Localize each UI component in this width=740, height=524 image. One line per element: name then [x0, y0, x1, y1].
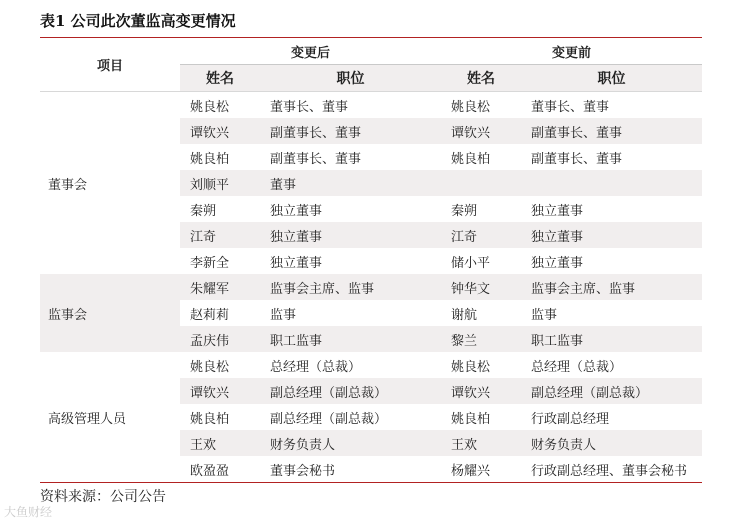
cell-after-name: 刘顺平	[180, 170, 260, 196]
cell-before-name: 黎兰	[441, 326, 521, 352]
header-before: 变更前	[441, 38, 702, 65]
executive-change-table	[40, 37, 702, 483]
cell-after-pos: 副董事长、董事	[260, 118, 441, 144]
cell-after-pos: 财务负责人	[260, 430, 441, 456]
cell-before-name: 姚良柏	[441, 144, 521, 170]
cell-before-name: 储小平	[441, 248, 521, 274]
table-body	[40, 92, 702, 483]
cell-after-name: 谭钦兴	[180, 378, 260, 404]
cell-before-name: 杨耀兴	[441, 456, 521, 483]
header-before-name: 姓名	[441, 65, 521, 92]
cell-after-pos: 董事会秘书	[260, 456, 441, 483]
cell-after-name: 谭钦兴	[180, 118, 260, 144]
cell-before-pos: 副董事长、董事	[521, 144, 702, 170]
cell-before-name: 江奇	[441, 222, 521, 248]
cell-before-pos: 副董事长、董事	[521, 118, 702, 144]
cell-after-pos: 独立董事	[260, 222, 441, 248]
cell-before-pos: 副总经理（副总裁）	[521, 378, 702, 404]
cell-after-pos: 副总经理（副总裁）	[260, 378, 441, 404]
cell-before-name: 谢航	[441, 300, 521, 326]
cell-after-name: 姚良柏	[180, 404, 260, 430]
cell-before-name: 姚良松	[441, 92, 521, 119]
group-label: 高级管理人员	[40, 352, 180, 483]
cell-after-name: 孟庆伟	[180, 326, 260, 352]
cell-before-name: 王欢	[441, 430, 521, 456]
source-note: 资料来源：公司公告	[40, 489, 166, 505]
cell-after-pos: 副总经理（副总裁）	[260, 404, 441, 430]
cell-before-pos: 独立董事	[521, 222, 702, 248]
cell-after-name: 朱耀军	[180, 274, 260, 300]
cell-after-pos: 副董事长、董事	[260, 144, 441, 170]
cell-after-name: 李新全	[180, 248, 260, 274]
cell-before-pos: 独立董事	[521, 196, 702, 222]
cell-after-name: 姚良柏	[180, 144, 260, 170]
cell-before-pos: 独立董事	[521, 248, 702, 274]
cell-after-name: 姚良松	[180, 352, 260, 378]
cell-after-pos: 监事会主席、监事	[260, 274, 441, 300]
cell-after-name: 王欢	[180, 430, 260, 456]
cell-before-name: 姚良松	[441, 352, 521, 378]
cell-before-pos: 行政副总经理、董事会秘书	[521, 456, 702, 483]
cell-before-name: 秦朔	[441, 196, 521, 222]
cell-after-name: 秦朔	[180, 196, 260, 222]
table-row	[40, 352, 702, 378]
header-project: 项目	[40, 38, 180, 92]
cell-after-pos: 总经理（总裁）	[260, 352, 441, 378]
table-row	[40, 92, 702, 119]
cell-before-pos: 监事会主席、监事	[521, 274, 702, 300]
table-row	[40, 274, 702, 300]
cell-after-name: 赵莉莉	[180, 300, 260, 326]
header-after-position: 职位	[260, 65, 441, 92]
cell-before-pos: 监事	[521, 300, 702, 326]
cell-before-name	[441, 170, 521, 196]
cell-after-name: 姚良松	[180, 92, 260, 119]
cell-before-name: 钟华文	[441, 274, 521, 300]
cell-after-pos: 董事长、董事	[260, 92, 441, 119]
cell-before-pos: 职工监事	[521, 326, 702, 352]
cell-before-name: 谭钦兴	[441, 118, 521, 144]
cell-before-pos	[521, 170, 702, 196]
cell-before-pos: 总经理（总裁）	[521, 352, 702, 378]
cell-after-pos: 独立董事	[260, 248, 441, 274]
cell-after-name: 欧盈盈	[180, 456, 260, 483]
cell-before-name: 谭钦兴	[441, 378, 521, 404]
cell-after-pos: 监事	[260, 300, 441, 326]
cell-before-name: 姚良柏	[441, 404, 521, 430]
cell-after-pos: 董事	[260, 170, 441, 196]
header-after: 变更后	[180, 38, 441, 65]
header-before-position: 职位	[521, 65, 702, 92]
table-title: 表1 公司此次董监高变更情况	[40, 12, 236, 30]
header-after-name: 姓名	[180, 65, 260, 92]
cell-before-pos: 财务负责人	[521, 430, 702, 456]
cell-before-pos: 董事长、董事	[521, 92, 702, 119]
cell-before-pos: 行政副总经理	[521, 404, 702, 430]
cell-after-pos: 职工监事	[260, 326, 441, 352]
cell-after-name: 江奇	[180, 222, 260, 248]
group-label: 监事会	[40, 274, 180, 352]
cell-after-pos: 独立董事	[260, 196, 441, 222]
watermark: 大鱼财经	[4, 505, 53, 519]
group-label: 董事会	[40, 92, 180, 275]
